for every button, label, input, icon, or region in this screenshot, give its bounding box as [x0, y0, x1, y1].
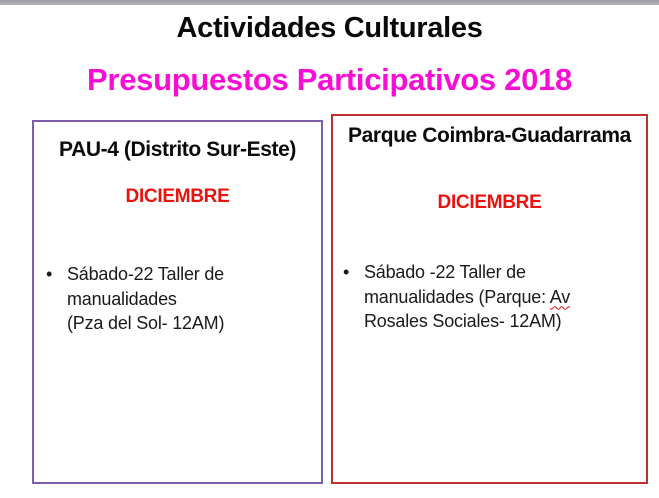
left-box-bullet-item	[46, 262, 315, 336]
left-bullet-line-3: (Pza del Sol- 12AM)	[67, 313, 225, 333]
right-box-bullet-text	[364, 260, 570, 334]
right-box-title: Parque Coimbra-Guadarrama	[348, 124, 631, 147]
spellcheck-underlined-word: Av	[549, 286, 571, 307]
left-box-title: PAU-4 (Distrito Sur-Este)	[59, 138, 296, 161]
right-box-bullet-item	[343, 260, 640, 334]
bullet-dot-icon: •	[343, 262, 350, 282]
slide-subtitle: Presupuestos Participativos 2018	[87, 62, 572, 97]
left-bullet-line-1: Sábado-22 Taller de	[67, 264, 224, 284]
left-box-bullet-text	[67, 262, 224, 336]
bullet-dot-icon: •	[46, 264, 53, 284]
right-bullet-line-1: Sábado -22 Taller de	[364, 262, 526, 282]
right-bullet-line-3: Rosales Sociales- 12AM)	[364, 311, 562, 331]
event-box-pau4	[32, 120, 323, 484]
slide-title: Actividades Culturales	[176, 12, 483, 44]
left-box-month: DICIEMBRE	[125, 186, 230, 207]
left-bullet-line-2: manualidades	[67, 288, 177, 309]
event-box-parque-coimbra	[331, 114, 648, 484]
right-box-month: DICIEMBRE	[437, 192, 542, 213]
right-bullet-line-2-pre: manualidades (Parque:	[364, 286, 550, 307]
top-gray-bar	[0, 0, 659, 5]
